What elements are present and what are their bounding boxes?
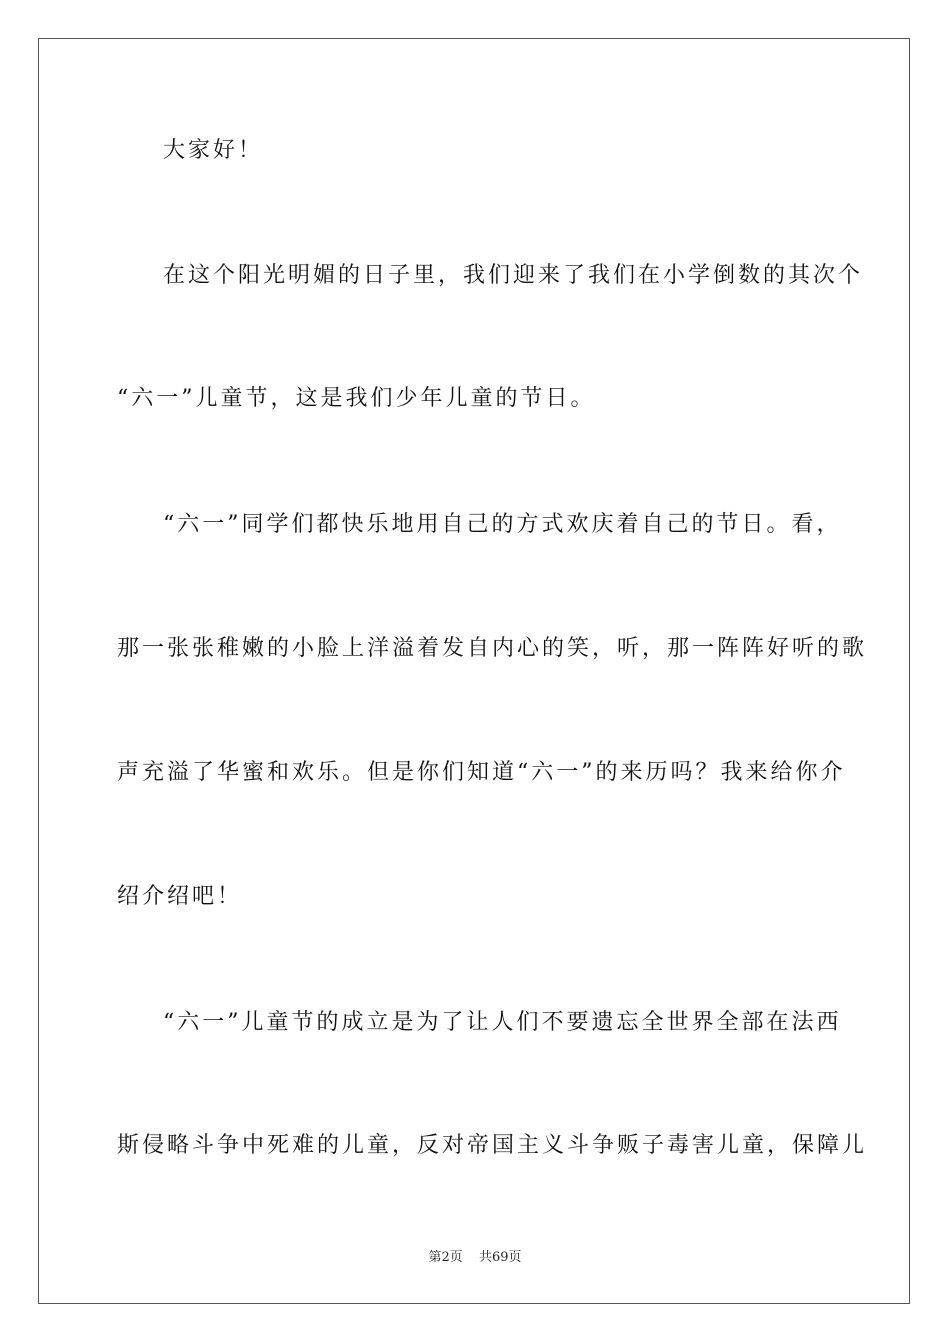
- page-border: [38, 38, 910, 1304]
- text-line-7: “六一”儿童节的成立是为了让人们不要遗忘全世界全部在法西: [163, 1010, 842, 1035]
- page-number: 第2页: [428, 1250, 463, 1265]
- page-footer: [0, 1246, 950, 1265]
- text-line-6: 绍介绍吧！: [117, 884, 243, 909]
- text-line-2: “六一”儿童节，这是我们少年儿童的节日。: [117, 386, 596, 411]
- text-line-3: “六一”同学们都快乐地用自己的方式欢庆着自己的节日。看，: [163, 512, 842, 537]
- text-line-1: 在这个阳光明媚的日子里，我们迎来了我们在小学倒数的其次个: [163, 263, 864, 288]
- text-line-greeting: 大家好！: [163, 138, 264, 163]
- page-total: 共69页: [478, 1250, 522, 1265]
- text-line-5: 声充溢了华蜜和欢乐。但是你们知道“六一”的来历吗？我来给你介: [117, 760, 846, 785]
- text-line-8: 斯侵略斗争中死难的儿童，反对帝国主义斗争贩子毒害儿童，保障儿: [117, 1133, 868, 1158]
- text-line-4: 那一张张稚嫩的小脸上洋溢着发自内心的笑，听，那一阵阵好听的歌: [117, 636, 868, 661]
